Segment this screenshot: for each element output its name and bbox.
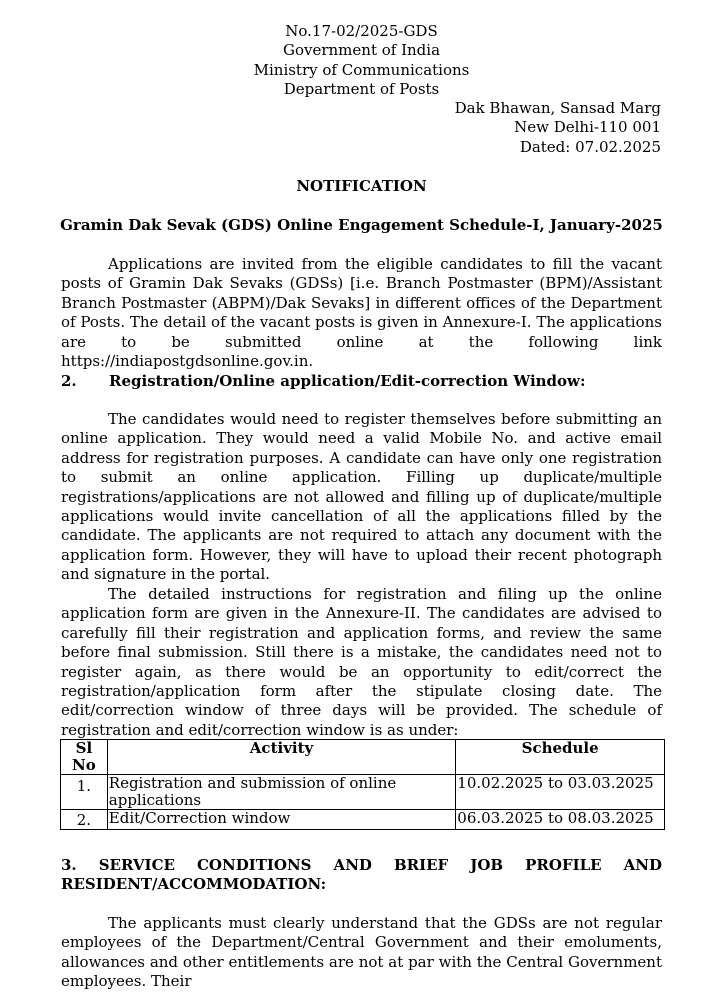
file-number: No.17-02/2025-GDS: [285, 22, 438, 40]
letterhead: [0, 22, 703, 99]
service-paragraph: The applicants must clearly understand that the GDSs are not regular employees of the Department/Central Government and their emoluments, allowances and other entitlements are not at par with the Central Government employees. Their: [61, 914, 662, 991]
schedule-cell: 06.03.2025 to 08.03.2025: [456, 810, 665, 830]
notification-title: NOTIFICATION: [296, 177, 427, 195]
department-line: Department of Posts: [283, 79, 440, 98]
column-header: Sl No: [61, 740, 108, 775]
column-header: Activity: [107, 740, 456, 775]
schedule-cell: 10.02.2025 to 03.03.2025: [456, 775, 665, 810]
government-line: Government of India: [282, 41, 441, 60]
section-number: 3.: [61, 856, 77, 874]
registration-paragraph: The candidates would need to register themselves before submitting an online application. They would need a valid Mobile No. and active email address for registration purposes. A candidate can have only one registration to submit an online application. Filling up duplicate/multiple registrations/applications are not allowed and filling up of duplicate/multiple applications would invite cancellation of all the applications filled by the candidate. The applicants are not required to attach any document with the application form. However, they will have to upload their recent photograph and signature in the portal.: [61, 410, 662, 584]
date-line: Dated: 07.02.2025: [519, 137, 661, 156]
subject-line: Gramin Dak Sevak (GDS) Online Engagement Schedule-I, January-2025: [60, 216, 663, 234]
address-city: New Delhi-110 001: [514, 118, 661, 137]
table-row: [61, 775, 665, 810]
section-title: Registration/Online application/Edit-correction Window:: [109, 372, 586, 390]
section-3-heading: [61, 856, 662, 895]
sl-cell: 2.: [61, 810, 108, 830]
section-2-heading: [61, 372, 662, 391]
table-header-row: [61, 740, 665, 775]
activity-cell: Edit/Correction window: [107, 810, 456, 830]
section-number: 2.: [61, 372, 77, 390]
schedule-table: [60, 739, 665, 830]
instructions-paragraph: The detailed instructions for registration and filing up the online application form are given in the Annexure-II. The candidates are advised to carefully fill their registration and application forms, and review the same before final submission. Still there is a mistake, the candidates need not to register again, as there would be an opportunity to edit/correct the registration/application form after the stipulate closing date. The edit/correction window of three days will be provided. The schedule of registration and edit/correction window is as under:: [61, 585, 662, 739]
intro-paragraph: Applications are invited from the eligible candidates to fill the vacant posts of Gramin Dak Sevaks (GDSs) [i.e. Branch Postmaster (BPM)/Assistant Branch Postmaster (ABPM)/Dak Sevaks] in different offices of the Department of Posts. The detail of the vacant posts is given in Annexure-I. The applications are to be submitted online at the following link https://indiapostgdsonline.gov.in.: [61, 255, 662, 371]
address-block: [455, 99, 661, 157]
activity-cell: Registration and submission of online applications: [107, 775, 456, 810]
ministry-line: Ministry of Communications: [253, 60, 470, 79]
column-header: Schedule: [456, 740, 665, 775]
table-row: [61, 810, 665, 830]
section-title: SERVICE CONDITIONS AND BRIEF JOB PROFILE AND RESIDENT/ACCOMMODATION:: [61, 856, 662, 894]
address-street: Dak Bhawan, Sansad Marg: [454, 99, 661, 117]
sl-cell: 1.: [61, 775, 108, 810]
